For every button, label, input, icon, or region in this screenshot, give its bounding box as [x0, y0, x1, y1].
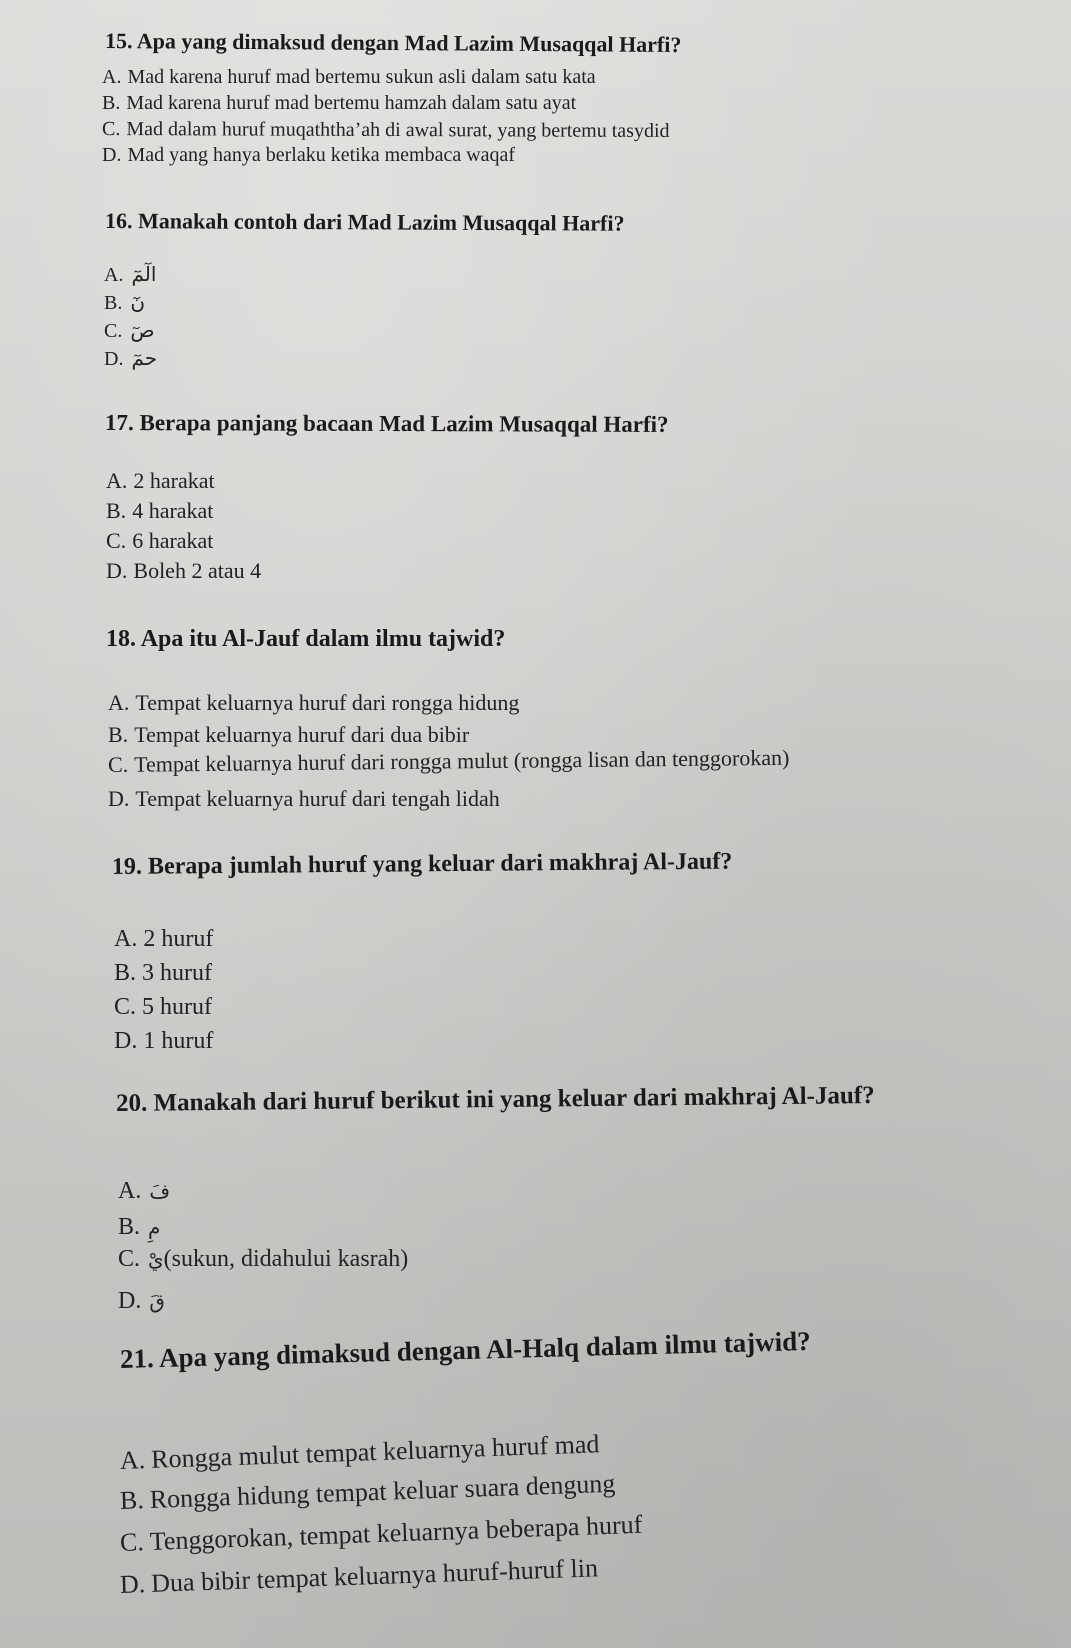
option-15-c — [102, 118, 670, 143]
option-15-a — [102, 66, 596, 89]
question-20-text — [116, 1082, 875, 1118]
option-20-b — [118, 1214, 160, 1241]
question-label: Manakah contoh dari Mad Lazim Musaqqal Harfi? — [137, 208, 625, 236]
option-letter: B. — [108, 722, 129, 747]
option-letter: D. — [119, 1569, 146, 1599]
option-letter: C. — [106, 528, 127, 553]
option-16-b — [104, 290, 145, 315]
option-21-d — [119, 1553, 598, 1600]
option-note: (sukun, didahului kasrah) — [163, 1246, 409, 1272]
option-18-c — [108, 745, 790, 778]
option-letter: B. — [104, 292, 123, 314]
option-19-a — [114, 926, 213, 953]
option-letter: C. — [119, 1527, 145, 1557]
option-18-d — [108, 786, 500, 812]
option-text: Rongga hidung tempat keluar suara dengung — [149, 1468, 616, 1514]
option-17-a — [106, 468, 215, 494]
option-text: Mad karena huruf mad bertemu sukun asli dalam satu kata — [127, 66, 596, 88]
option-text: 2 huruf — [143, 926, 214, 952]
question-16-text — [105, 208, 625, 237]
option-arabic-text: فَ — [149, 1179, 171, 1203]
option-text: Tempat keluarnya huruf dari tengah lidah — [135, 786, 500, 811]
question-17-text — [105, 410, 669, 438]
option-text: 5 huruf — [142, 994, 212, 1020]
option-21-b — [119, 1469, 615, 1516]
option-letter: A. — [119, 1445, 146, 1475]
option-letter: D. — [118, 1288, 142, 1314]
option-arabic-text: مِ — [148, 1215, 161, 1239]
option-arabic-text: قَ — [149, 1289, 165, 1313]
question-label: Manakah dari huruf berikut ini yang keluar dari makhraj Al-Jauf? — [153, 1082, 875, 1117]
option-text: Dua bibir tempat keluarnya huruf-huruf lin — [150, 1553, 599, 1598]
option-letter: A. — [118, 1178, 142, 1204]
question-number: 16. — [104, 208, 133, 234]
option-letter: A. — [102, 66, 122, 88]
question-label: Apa yang dimaksud dengan Mad Lazim Musaqqal Harfi? — [136, 28, 682, 58]
question-number: 18. — [106, 626, 136, 652]
question-label: Apa itu Al-Jauf dalam ilmu tajwid? — [140, 626, 506, 652]
question-label: Berapa jumlah huruf yang keluar dari makhraj Al-Jauf? — [147, 848, 733, 880]
option-text: 2 harakat — [133, 468, 215, 493]
option-letter: D. — [114, 1028, 138, 1054]
question-21-text — [120, 1326, 812, 1375]
question-15-text — [105, 28, 682, 58]
question-number: 20. — [115, 1089, 148, 1117]
option-letter: D. — [106, 558, 128, 583]
option-letter: C. — [107, 751, 129, 777]
option-letter: C. — [104, 320, 123, 342]
option-letter: C. — [101, 118, 121, 141]
question-number: 21. — [119, 1343, 155, 1374]
option-arabic-text: حمٓ — [131, 346, 158, 370]
option-arabic-text: الٓمٓ — [131, 262, 157, 286]
option-letter: C. — [114, 994, 137, 1020]
option-text: 1 huruf — [143, 1028, 214, 1054]
option-18-a — [108, 690, 519, 716]
option-19-b — [114, 960, 212, 987]
option-text: Rongga mulut tempat keluarnya huruf mad — [150, 1429, 600, 1474]
option-text: Tenggorokan, tempat keluarnya beberapa huruf — [149, 1509, 643, 1556]
option-21-a — [119, 1429, 599, 1476]
question-19-text — [112, 849, 733, 881]
option-18-b — [108, 722, 469, 748]
option-letter: A. — [114, 926, 138, 952]
option-20-a — [118, 1178, 170, 1205]
option-letter: A. — [108, 690, 130, 715]
option-17-d — [106, 558, 261, 584]
option-19-d — [114, 1028, 213, 1055]
option-letter: A. — [106, 468, 128, 493]
option-text: 3 huruf — [142, 960, 212, 986]
option-letter: C. — [118, 1246, 141, 1272]
option-text: Boleh 2 atau 4 — [133, 558, 262, 583]
option-17-b — [106, 498, 213, 524]
option-17-c — [106, 528, 213, 554]
option-16-d — [104, 346, 157, 371]
option-arabic-text: صٓ — [130, 318, 155, 342]
question-number: 17. — [104, 410, 134, 436]
option-15-d — [102, 144, 515, 167]
option-15-b — [102, 92, 576, 115]
option-letter: B. — [102, 92, 121, 114]
option-text: Tempat keluarnya huruf dari dua bibir — [134, 722, 470, 747]
option-letter: B. — [114, 960, 137, 986]
option-letter: D. — [102, 144, 122, 166]
option-text: Mad karena huruf mad bertemu hamzah dalam satu ayat — [126, 92, 577, 114]
option-text: Tempat keluarnya huruf dari rongga hidung — [135, 690, 520, 715]
option-20-d — [118, 1288, 165, 1315]
question-label: Apa yang dimaksud dengan Al-Halq dalam ilmu tajwid? — [158, 1325, 812, 1373]
option-letter: D. — [108, 786, 130, 811]
question-label: Berapa panjang bacaan Mad Lazim Musaqqal Harfi? — [139, 410, 669, 437]
option-20-c — [118, 1246, 408, 1273]
option-21-c — [119, 1510, 642, 1558]
option-text: Mad yang hanya berlaku ketika membaca waqaf — [127, 144, 516, 166]
option-text: Mad dalam huruf muqaththa’ah di awal surat, yang bertemu tasydid — [126, 118, 670, 142]
option-letter: B. — [119, 1485, 145, 1515]
option-text: 6 harakat — [132, 528, 214, 553]
option-16-c — [104, 318, 155, 343]
question-number: 19. — [111, 853, 143, 880]
option-letter: A. — [104, 264, 124, 286]
option-letter: D. — [104, 348, 124, 370]
option-letter: B. — [118, 1214, 141, 1240]
option-16-a — [104, 262, 156, 287]
option-19-c — [114, 994, 212, 1021]
option-text: 4 harakat — [132, 498, 214, 523]
option-arabic-text: يْ — [148, 1247, 164, 1271]
question-18-text — [106, 626, 505, 653]
option-letter: B. — [106, 498, 127, 523]
option-text: Tempat keluarnya huruf dari rongga mulut (rongga lisan dan tenggorokan) — [134, 744, 790, 777]
option-arabic-text: نٓ — [130, 290, 146, 314]
question-number: 15. — [104, 28, 133, 54]
